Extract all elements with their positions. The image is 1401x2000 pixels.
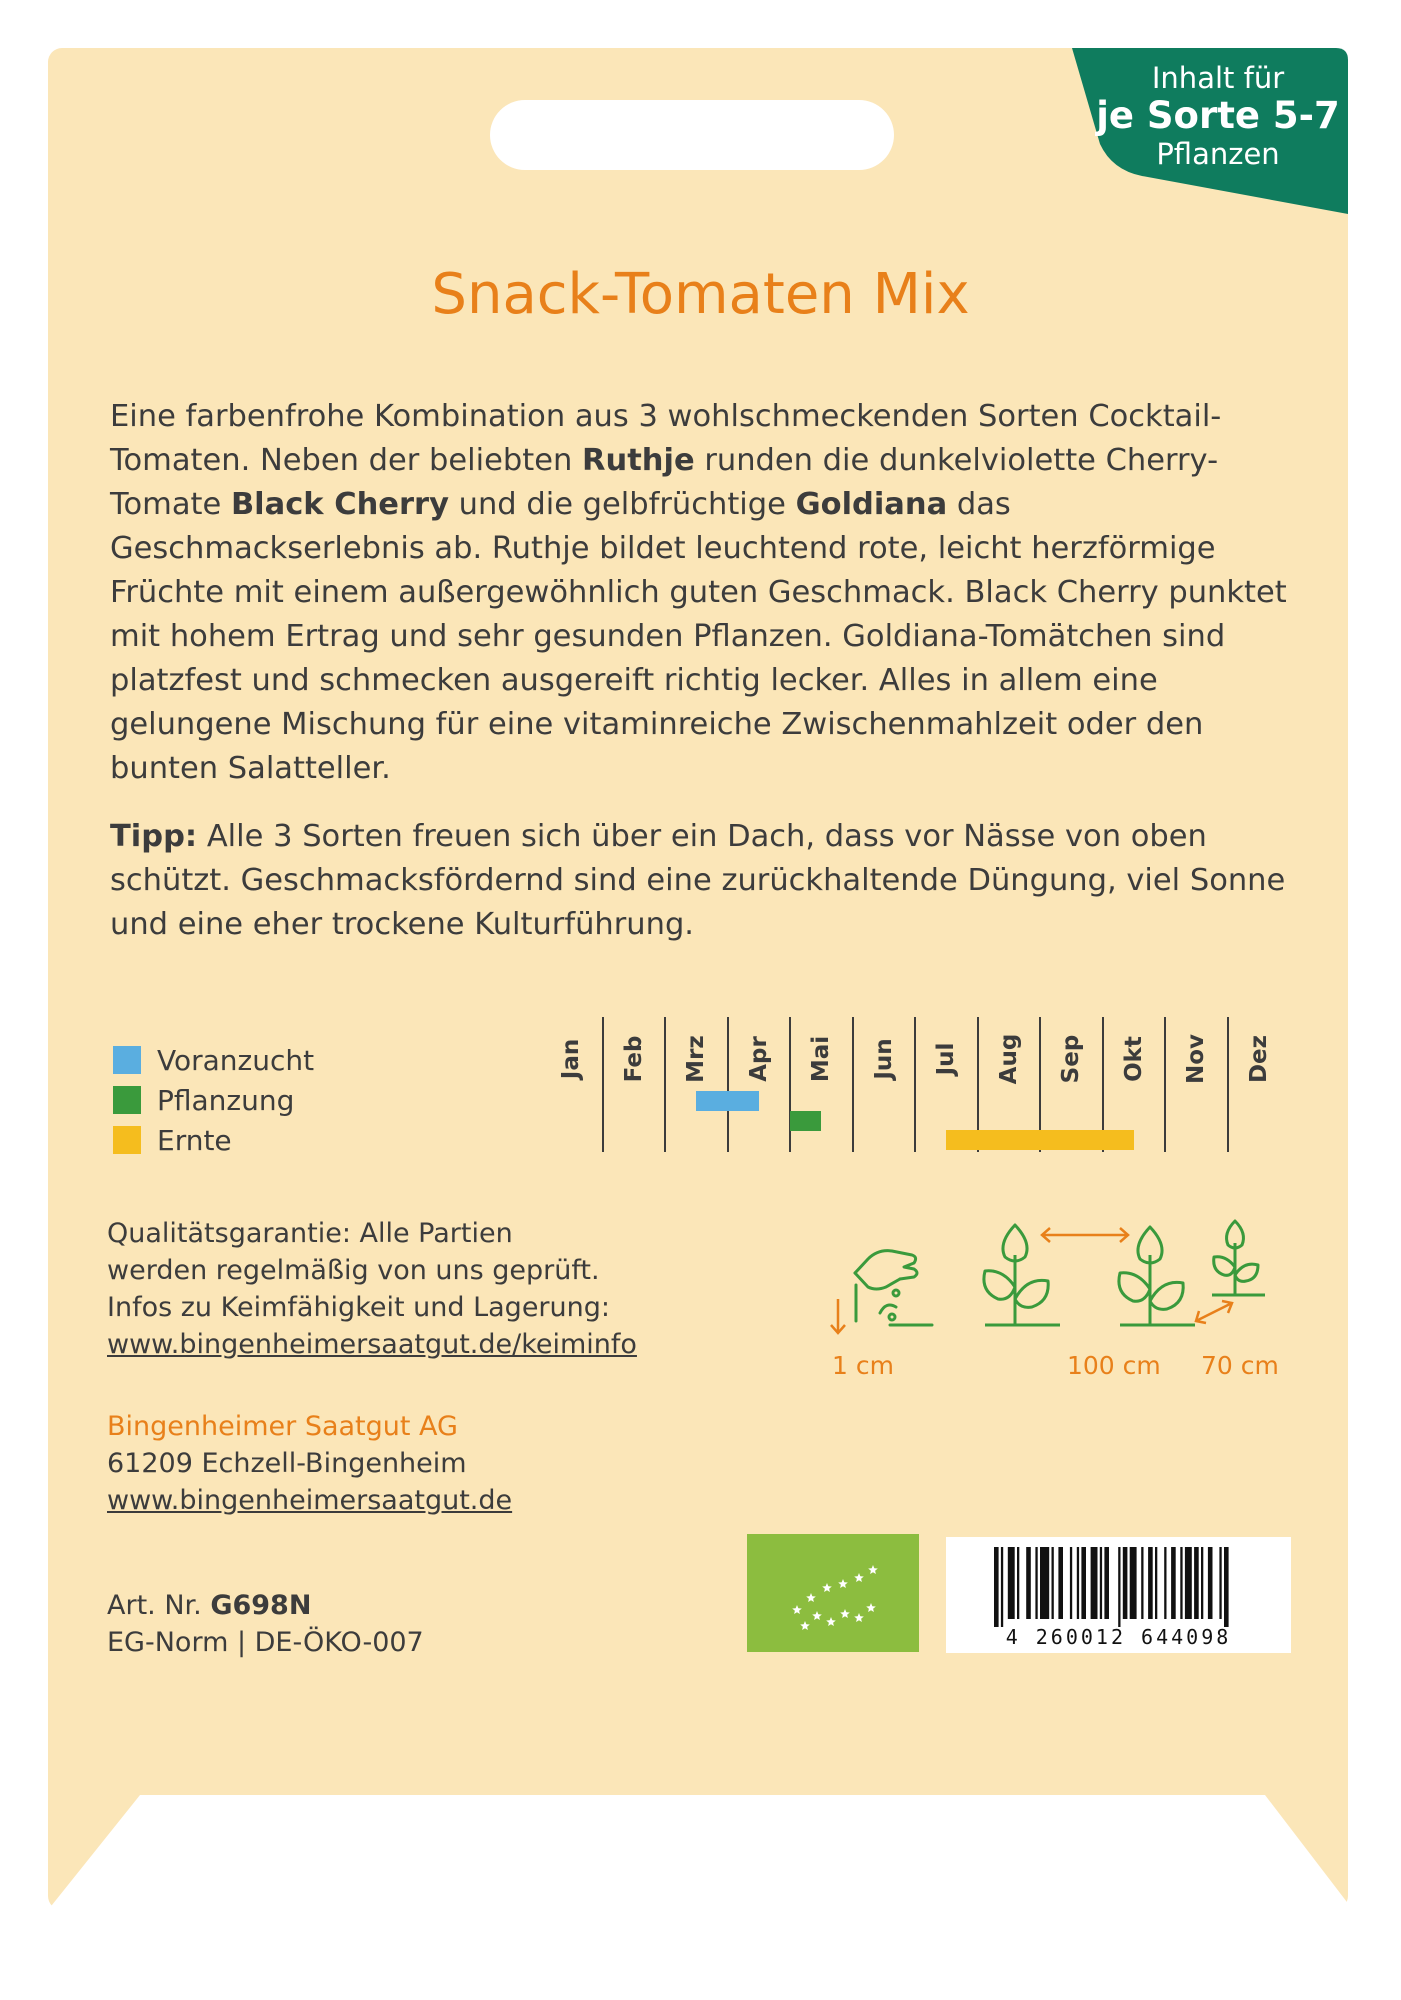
desc-part-4: das Geschmackserlebnis ab. Ruthje bildet leuchtend rote, leicht herzförmige Früchte mit einem außergewöhnlich guten Geschmack. Black Cherry punktet mit hohem Ertrag und sehr gesunden Pflanzen. Goldiana-Tomätchen sind platzfest und schmecken ausgereift richtig lecker. Alles in allem eine gelungene Mischung für eine vitaminreiche Zwischenmahlzeit oder den bunten Salatteller. <box>110 487 1287 786</box>
company-website-link[interactable]: www.bingenheimersaatgut.de <box>107 1485 513 1516</box>
legend-swatch-pflanzung <box>113 1086 141 1114</box>
legend-swatch-ernte <box>113 1126 141 1154</box>
calendar-month-jun <box>853 1017 915 1127</box>
eu-star-icon <box>868 1565 878 1574</box>
desc-part-3: und die gelbfrüchtige <box>448 487 796 522</box>
calendar-month-okt <box>1103 1017 1165 1127</box>
legend-label-voranzucht: Voranzucht <box>157 1043 315 1077</box>
barcode-bar <box>1104 1547 1109 1619</box>
company-address: 61209 Echzell-Bingenheim <box>107 1448 467 1479</box>
eu-star-icon <box>806 1593 816 1602</box>
badge-line-1: Inhalt für <box>1151 61 1285 95</box>
barcode-bar <box>1171 1547 1176 1619</box>
barcode-bar <box>1194 1547 1199 1619</box>
eu-star-icon <box>812 1611 822 1620</box>
calendar-month-dez <box>1228 1017 1290 1127</box>
eu-star-icon <box>854 1613 864 1622</box>
calendar-month-label: Mrz <box>683 1035 709 1083</box>
article-info <box>107 1587 424 1661</box>
desc-part-2: runden die dunkelviolette Cherry-Tomate <box>110 443 1219 522</box>
barcode-bar <box>1118 1547 1120 1627</box>
calendar-month-aug <box>978 1017 1040 1127</box>
barcode-bar <box>1123 1547 1128 1619</box>
calendar-separator <box>914 1017 916 1152</box>
calendar-month-sep <box>1040 1017 1102 1127</box>
badge-line-3: Pflanzen <box>1156 136 1280 171</box>
depth-label <box>832 1351 894 1380</box>
row-distance-arrow-icon <box>1042 1228 1128 1242</box>
quality-line-3: Infos zu Keimfähigkeit und Lagerung: <box>107 1292 610 1323</box>
legend-label-ernte: Ernte <box>157 1123 232 1157</box>
calendar-separator <box>1164 1017 1166 1152</box>
company-info <box>107 1408 512 1519</box>
barcode-bar <box>1070 1547 1072 1619</box>
calendar-month-label: Sep <box>1058 1034 1084 1084</box>
quality-line-1: Qualitätsgarantie: Alle Partien <box>107 1218 513 1249</box>
calendar-separator <box>852 1017 854 1152</box>
barcode-bar <box>1185 1547 1192 1619</box>
eu-star-icon <box>826 1617 836 1626</box>
barcode-bar <box>1224 1547 1229 1627</box>
calendar-month-label: Jul <box>933 1042 959 1076</box>
eu-star-icon <box>840 1609 850 1618</box>
calendar-separator <box>664 1017 666 1152</box>
calendar-month-feb <box>603 1017 665 1127</box>
row-distance-unit: cm <box>1122 1351 1161 1380</box>
legend-label-pflanzung: Pflanzung <box>157 1083 295 1117</box>
barcode-bar <box>1091 1547 1098 1619</box>
barcode-bar <box>1164 1547 1166 1619</box>
eu-organic-logo <box>747 1534 919 1652</box>
calendar-separator <box>789 1017 791 1152</box>
depth-unit: cm <box>855 1351 894 1380</box>
calendar-bar-pflanzung <box>790 1111 821 1131</box>
sowing-hand-icon <box>855 1251 932 1325</box>
barcode-bar <box>1058 1547 1063 1619</box>
barcode-bar <box>1008 1547 1015 1619</box>
eu-norm: EG-Norm | DE-ÖKO-007 <box>107 1627 424 1658</box>
calendar-month-label: Jun <box>870 1038 897 1080</box>
barcode-bar <box>1026 1547 1031 1619</box>
calendar-bar-voranzucht <box>696 1091 759 1111</box>
eu-star-icon <box>822 1583 832 1592</box>
eu-star-icon <box>792 1605 802 1614</box>
barcode-bar <box>1081 1547 1086 1619</box>
barcode-bar <box>1148 1547 1153 1619</box>
calendar-month-label: Nov <box>1183 1033 1209 1085</box>
product-title: Snack-Tomaten Mix <box>431 262 970 327</box>
calendar-month-label: Feb <box>620 1035 647 1083</box>
variety-ruthje: Ruthje <box>582 443 695 478</box>
content-badge-text <box>1088 62 1348 171</box>
calendar-month-label: Dez <box>1245 1034 1272 1084</box>
plant-distance-value: 70 <box>1201 1351 1233 1380</box>
legend-item-ernte <box>113 1120 314 1160</box>
variety-black-cherry: Black Cherry <box>230 487 449 522</box>
plant-distance-unit: cm <box>1240 1351 1279 1380</box>
badge-line-2: je Sorte 5-7 <box>1096 94 1340 138</box>
depth-arrow-icon <box>831 1299 845 1333</box>
barcode <box>946 1537 1291 1653</box>
eu-star-icon <box>866 1603 876 1612</box>
barcode-bar <box>1219 1547 1221 1619</box>
plant-distance-label <box>1201 1351 1279 1380</box>
calendar-bar-ernte <box>946 1130 1134 1150</box>
barcode-bar <box>1201 1547 1203 1619</box>
barcode-bar <box>1001 1547 1003 1627</box>
eu-leaf-icon <box>747 1534 919 1652</box>
article-number-label: Art. Nr. <box>107 1590 211 1621</box>
cultivation-calendar <box>540 1017 1285 1152</box>
eu-star-icon <box>800 1621 810 1630</box>
desc-part-1: Eine farbenfrohe Kombination aus 3 wohlschmeckenden Sorten Cocktail-Tomaten. Neben der beliebten <box>110 399 1222 478</box>
legend-swatch-voranzucht <box>113 1046 141 1074</box>
product-description <box>110 395 1300 791</box>
eu-star-icon <box>838 1579 848 1588</box>
barcode-bar <box>1141 1547 1143 1619</box>
calendar-month-label: Aug <box>995 1033 1022 1085</box>
seedling-icon-right <box>1212 1221 1265 1295</box>
calendar-month-jul <box>915 1017 977 1127</box>
calendar-month-label: Jan <box>558 1038 584 1080</box>
calendar-month-label: Mai <box>808 1035 834 1083</box>
article-number: G698N <box>210 1590 312 1621</box>
legend-item-pflanzung <box>113 1080 314 1120</box>
keiminfo-link[interactable]: www.bingenheimersaatgut.de/keiminfo <box>107 1329 637 1360</box>
variety-goldiana: Goldiana <box>795 487 948 522</box>
calendar-month-jan <box>540 1017 602 1127</box>
company-name: Bingenheimer Saatgut AG <box>107 1411 458 1442</box>
barcode-digits: 4 260012 644098 <box>1005 1625 1232 1649</box>
legend-item-voranzucht <box>113 1040 314 1080</box>
barcode-bar <box>1040 1547 1049 1619</box>
calendar-separator <box>1227 1017 1229 1152</box>
calendar-month-label: Apr <box>745 1036 772 1082</box>
packet-bottom-edge <box>0 1795 1401 2000</box>
row-distance-label <box>1067 1351 1161 1380</box>
calendar-month-nov <box>1165 1017 1227 1127</box>
barcode-bar <box>1208 1547 1213 1619</box>
quality-guarantee <box>107 1215 637 1363</box>
plant-distance-arrow-icon <box>1196 1301 1232 1323</box>
barcode-bar <box>994 1547 999 1627</box>
row-distance-value: 100 <box>1067 1351 1115 1380</box>
calendar-legend <box>113 1040 314 1160</box>
seedling-icon-middle <box>1119 1227 1195 1325</box>
barcode-bar <box>1017 1547 1019 1619</box>
barcode-bar <box>1100 1547 1102 1619</box>
tip-label: Tipp: <box>110 819 198 854</box>
depth-value: 1 <box>832 1351 848 1380</box>
barcode-bar <box>1180 1547 1182 1619</box>
barcode-bar <box>1035 1547 1037 1619</box>
hanger-hole <box>490 100 894 170</box>
eu-star-icon <box>854 1573 864 1582</box>
barcode-bar <box>1155 1547 1157 1619</box>
tip-paragraph <box>110 815 1300 947</box>
quality-line-2: werden regelmäßig von uns geprüft. <box>107 1255 600 1286</box>
barcode-bar <box>1052 1547 1054 1619</box>
article-number-line <box>107 1587 424 1624</box>
tip-text: Alle 3 Sorten freuen sich über ein Dach, dass vor Nässe von oben schützt. Geschmacksfördernd sind eine zurückhaltende Düngung, viel Sonne und eine eher trockene Kulturführung. <box>110 819 1286 942</box>
barcode-bar <box>1130 1547 1137 1619</box>
barcode-bar <box>1077 1547 1079 1619</box>
calendar-separator <box>602 1017 604 1152</box>
calendar-separator <box>727 1017 729 1152</box>
calendar-month-label: Okt <box>1120 1036 1147 1082</box>
